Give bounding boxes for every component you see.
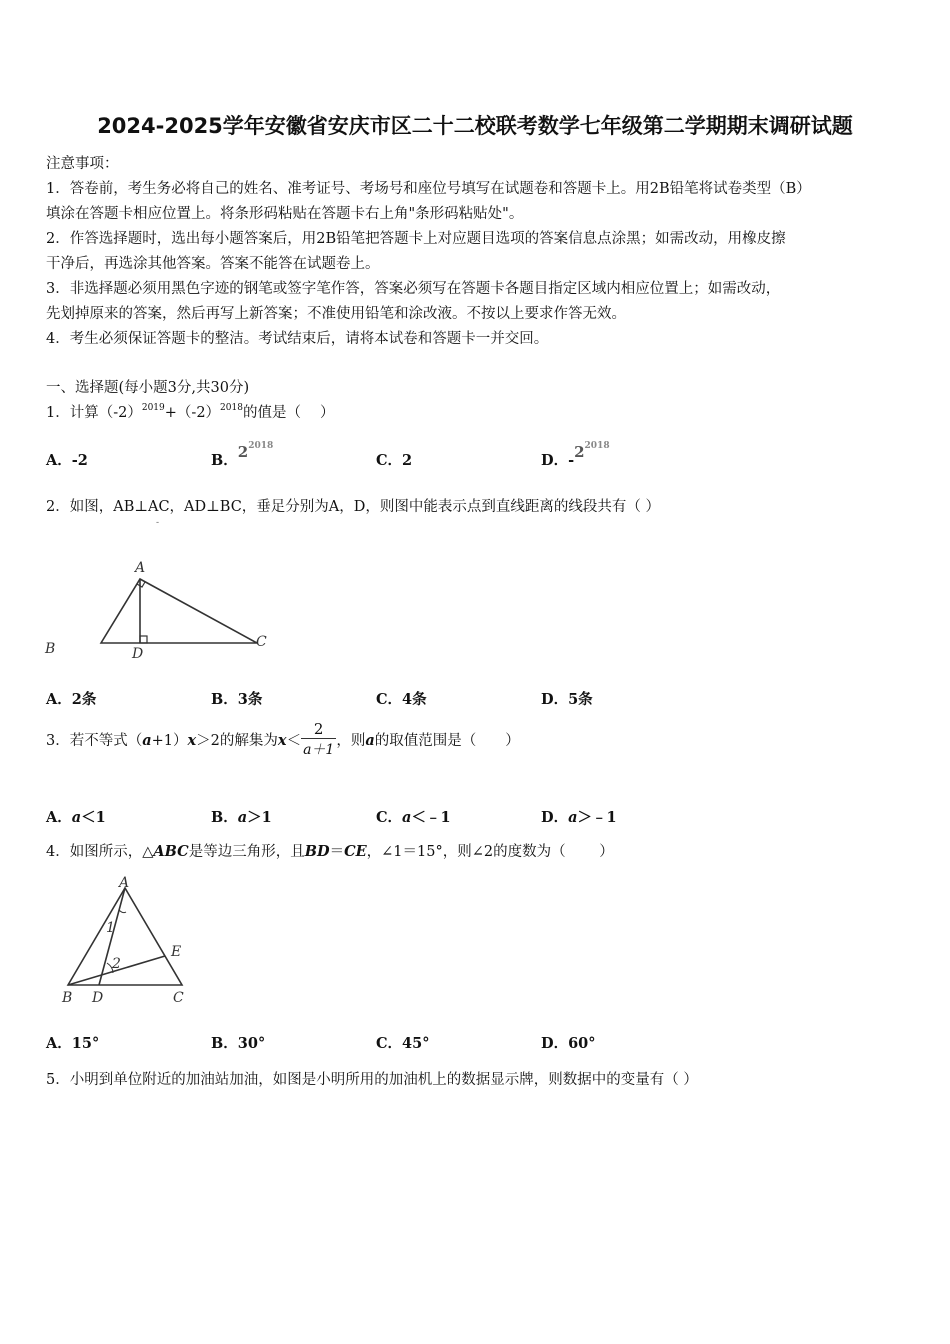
q2-figure	[40, 555, 267, 665]
q3-option-a[interactable]: A．a＜1	[46, 809, 106, 826]
label-angle-1: 1	[106, 920, 115, 936]
notice-line-2: 填涂在答题卡相应位置上。将条形码粘贴在答题卡右上角"条形码粘贴处"。	[46, 206, 524, 222]
question-1: 1．计算$(-2)^{2019}+(-2)^{2018}$的值是（ ）	[46, 403, 335, 421]
label-a: A	[119, 875, 130, 891]
label-e: E	[171, 944, 182, 960]
triangle-abc	[101, 579, 257, 643]
q4-option-c[interactable]: C．45°	[376, 1035, 430, 1052]
q3-option-c[interactable]: C．a＜﹣1	[376, 809, 451, 826]
q2-option-d[interactable]: D．5条	[541, 691, 593, 708]
q3-fraction: $\frac{2}{a+1}$	[303, 720, 335, 758]
question-4: 4．如图所示，△ABC是等边三角形，且BD＝CE，∠1＝15°，则∠2的度数为（ ）	[46, 843, 614, 860]
section-heading: 一、选择题(每小题3分,共30分)	[46, 380, 250, 396]
right-angle-d	[140, 636, 147, 643]
q3-option-d[interactable]: D．a＞﹣1	[541, 809, 617, 826]
q1-option-a[interactable]: A．-2	[46, 452, 88, 469]
triangle-abc	[68, 888, 182, 985]
label-b: B	[45, 641, 56, 657]
label-c: C	[256, 634, 267, 650]
label-d: D	[92, 990, 104, 1006]
label-b: B	[62, 990, 73, 1006]
page-title: 2024-2025学年安徽省安庆市区二十二校联考数学七年级第二学期期末调研试题	[97, 114, 853, 138]
q4-option-b[interactable]: B．30°	[211, 1035, 266, 1052]
label-c: C	[173, 990, 184, 1006]
q2-option-a[interactable]: A．2条	[46, 691, 97, 708]
question-3: 3．若不等式（a+1）x＞2的解集为x＜ $\frac{2}{a+1}$ ，则a的取值范围是（ ）	[46, 720, 520, 758]
notice-line-3: 2．作答选择题时，选出每小题答案后，用2B铅笔把答题卡上对应题目选项的答案信息点涂黑；如需改动，用橡皮擦	[46, 231, 786, 247]
q1-option-c[interactable]: C．2	[376, 452, 413, 469]
label-angle-2: 2	[112, 956, 121, 972]
q1-option-b[interactable]: B．$2^{2018}$	[211, 441, 274, 469]
notice-line-4: 干净后，再选涂其他答案。答案不能答在试题卷上。	[46, 256, 380, 272]
q4-figure	[55, 870, 195, 1010]
question-2: 2．如图，AB⊥AC，AD⊥BC，垂足分别为A，D，则图中能表示点到直线距离的线段共有（ ）	[46, 499, 661, 515]
angle-1-arc	[119, 910, 126, 913]
notice-line-7: 4．考生必须保证答题卡的整洁。考试结束后，请将本试卷和答题卡一并交回。	[46, 331, 549, 347]
notice-line-1: 1．答卷前，考生务必将自己的姓名、准考证号、考场号和座位号填写在试题卷和答题卡上。用2B铅笔将试卷类型（B）	[46, 181, 811, 197]
notice-line-5: 3．非选择题必须用黑色字迹的钢笔或签字笔作答，答案必须写在答题卡各题目指定区域内相应位置上；如需改动，	[46, 281, 781, 297]
label-a: A	[135, 560, 146, 576]
q3-option-b[interactable]: B．a＞1	[211, 809, 272, 826]
question-5: 5．小明到单位附近的加油站加油，如图是小明所用的加油机上的数据显示牌，则数据中的变量有（ ）	[46, 1072, 698, 1088]
q4-option-d[interactable]: D．60°	[541, 1035, 596, 1052]
q2-mark: -	[156, 518, 160, 528]
q2-option-b[interactable]: B．3条	[211, 691, 263, 708]
q1-option-d[interactable]: D．$-2^{2018}$	[541, 441, 610, 469]
label-d: D	[132, 646, 144, 662]
notice-line-6: 先划掉原来的答案，然后再写上新答案；不准使用铅笔和涂改液。不按以上要求作答无效。	[46, 306, 626, 322]
notice-heading: 注意事项：	[46, 156, 119, 172]
q4-option-a[interactable]: A．15°	[46, 1035, 100, 1052]
q2-option-c[interactable]: C．4条	[376, 691, 427, 708]
